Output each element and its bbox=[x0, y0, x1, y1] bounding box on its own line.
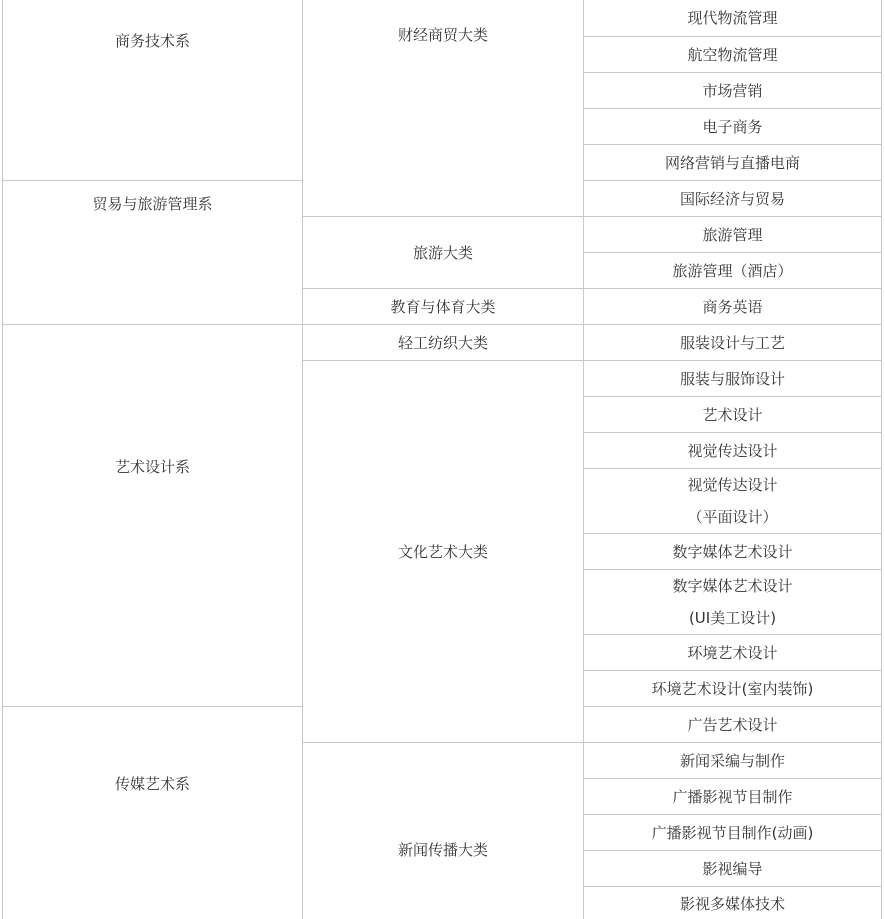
major-cell bbox=[583, 108, 882, 144]
department-cell bbox=[2, 0, 302, 180]
department-label: 贸易与旅游管理系 bbox=[92, 195, 213, 213]
category-cell bbox=[302, 288, 583, 324]
major-cell bbox=[583, 288, 882, 324]
major-cell bbox=[583, 36, 882, 72]
category-label: 文化艺术大类 bbox=[397, 542, 488, 561]
department-cell bbox=[2, 180, 302, 324]
department-label: 艺术设计系 bbox=[114, 458, 190, 476]
major-label: 视觉传达设计 bbox=[687, 441, 778, 460]
department-cell bbox=[2, 706, 302, 919]
major-cell bbox=[583, 0, 882, 36]
major-label: 现代物流管理 bbox=[687, 9, 778, 27]
major-label: 广告艺术设计 bbox=[687, 715, 778, 734]
major-label: 广播影视节目制作 bbox=[672, 787, 793, 806]
major-cell bbox=[583, 778, 882, 814]
major-cell bbox=[583, 324, 882, 360]
category-label: 旅游大类 bbox=[412, 243, 473, 262]
major-cell bbox=[583, 72, 882, 108]
category-cell bbox=[302, 0, 583, 216]
major-label: 电子商务 bbox=[702, 117, 763, 136]
category-label: 教育与体育大类 bbox=[390, 297, 496, 316]
major-cell bbox=[583, 706, 882, 742]
major-label: 数字媒体艺术设计 bbox=[672, 577, 793, 595]
major-label: 服装设计与工艺 bbox=[679, 333, 785, 352]
major-cell bbox=[583, 144, 882, 180]
major-cell bbox=[583, 360, 882, 396]
major-cell bbox=[583, 670, 882, 706]
major-label: 新闻采编与制作 bbox=[679, 751, 785, 770]
category-cell bbox=[302, 360, 583, 742]
major-label-line2: （平面设计） bbox=[687, 508, 778, 526]
category-label: 轻工纺织大类 bbox=[397, 333, 488, 352]
major-label: 影视编导 bbox=[702, 859, 763, 878]
major-label: 市场营销 bbox=[702, 81, 763, 100]
major-label: 服装与服饰设计 bbox=[679, 369, 785, 388]
category-cell bbox=[302, 216, 583, 288]
category-label: 财经商贸大类 bbox=[397, 26, 488, 44]
major-label: 航空物流管理 bbox=[687, 45, 778, 64]
major-label: 环境艺术设计(室内装饰) bbox=[651, 679, 814, 698]
major-cell bbox=[583, 886, 882, 919]
category-label: 新闻传播大类 bbox=[397, 841, 488, 859]
major-label: 数字媒体艺术设计 bbox=[672, 542, 793, 561]
major-cell bbox=[583, 252, 882, 288]
major-label: 网络营销与直播电商 bbox=[664, 153, 800, 172]
major-label: 环境艺术设计 bbox=[687, 643, 778, 662]
major-label-line2: (UI美工设计) bbox=[688, 609, 777, 627]
major-label: 视觉传达设计 bbox=[687, 476, 778, 494]
major-cell bbox=[583, 742, 882, 778]
major-label: 旅游管理 bbox=[702, 225, 763, 244]
major-cell bbox=[583, 569, 882, 634]
major-label: 商务英语 bbox=[702, 297, 763, 316]
major-cell bbox=[583, 216, 882, 252]
major-cell bbox=[583, 634, 882, 670]
department-label: 商务技术系 bbox=[114, 32, 190, 50]
major-cell bbox=[583, 468, 882, 533]
major-label: 艺术设计 bbox=[702, 405, 763, 424]
major-cell bbox=[583, 814, 882, 850]
category-cell bbox=[302, 324, 583, 360]
major-label: 广播影视节目制作(动画) bbox=[651, 823, 814, 842]
major-label: 影视多媒体技术 bbox=[679, 895, 785, 913]
major-cell bbox=[583, 396, 882, 432]
major-cell bbox=[583, 850, 882, 886]
department-label: 传媒艺术系 bbox=[114, 775, 190, 793]
major-label: 旅游管理（酒店） bbox=[672, 261, 793, 280]
department-cell bbox=[2, 324, 302, 706]
category-cell bbox=[302, 742, 583, 919]
major-cell bbox=[583, 432, 882, 468]
major-cell bbox=[583, 533, 882, 569]
major-label: 国际经济与贸易 bbox=[679, 189, 785, 208]
major-cell bbox=[583, 180, 882, 216]
